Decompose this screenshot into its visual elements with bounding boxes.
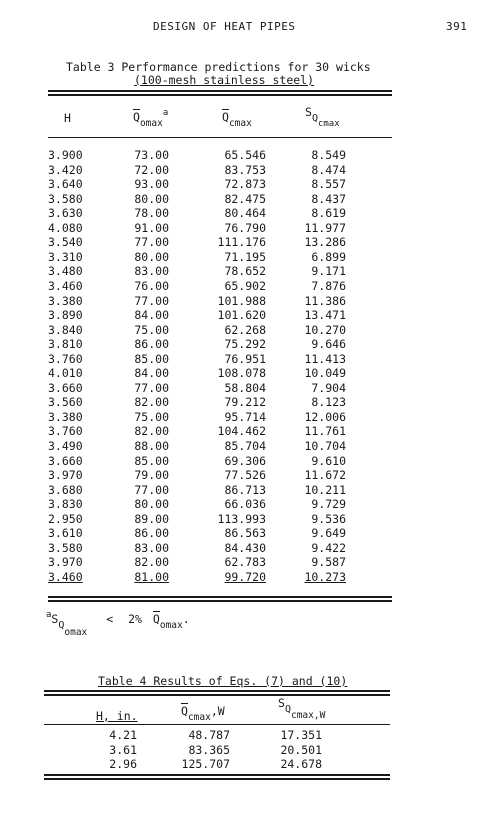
cell-s-q-cmax: 9.587 bbox=[311, 555, 346, 570]
cell-h: 3.580 bbox=[48, 191, 83, 206]
cell-q-omax: 84.00 bbox=[134, 308, 169, 323]
cell-q-cmax: 76.790 bbox=[224, 220, 266, 235]
table3-bottom-rule bbox=[48, 596, 392, 598]
cell-q-cmax: 85.704 bbox=[224, 439, 266, 453]
table3-caption-sub: (100-mesh stainless steel) bbox=[134, 73, 315, 87]
t4-cell-s: 20.501 bbox=[280, 742, 322, 757]
table4-bottom-rule-2 bbox=[44, 778, 390, 780]
cell-q-cmax: 62.268 bbox=[224, 322, 266, 337]
cell-q-cmax: 99.720 bbox=[224, 569, 266, 584]
t4-header-h: H, in. bbox=[96, 709, 138, 723]
t4-header-q: $Q_{cmax},W$ bbox=[181, 704, 225, 723]
table3-header-row bbox=[0, 105, 490, 138]
cell-h: 3.610 bbox=[48, 526, 83, 541]
running-title: DESIGN OF HEAT PIPES bbox=[153, 20, 296, 33]
table4-top-rule-2 bbox=[44, 694, 390, 696]
cell-q-cmax: 108.078 bbox=[217, 366, 266, 381]
t4-cell-s: 17.351 bbox=[280, 728, 322, 742]
cell-h: 3.540 bbox=[48, 235, 83, 250]
cell-q-cmax: 78.652 bbox=[224, 264, 266, 279]
cell-s-q-cmax: 13.471 bbox=[304, 308, 346, 323]
cell-q-cmax: 86.563 bbox=[224, 526, 266, 541]
cell-q-cmax: 76.951 bbox=[224, 351, 266, 366]
cell-h: 3.380 bbox=[48, 409, 83, 424]
cell-h: 3.460 bbox=[48, 278, 83, 293]
cell-h: 3.830 bbox=[48, 497, 83, 512]
cell-h: 3.480 bbox=[48, 264, 83, 279]
cell-q-omax: 85.00 bbox=[134, 351, 169, 366]
cell-q-omax: 80.00 bbox=[134, 497, 169, 512]
header-s-q-cmax: $SQ_{cmax}$ bbox=[305, 105, 340, 129]
cell-s-q-cmax: 8.619 bbox=[311, 206, 346, 221]
t4-header-s: $SQ_{cmax,W}$ bbox=[278, 696, 326, 721]
cell-s-q-cmax: 8.474 bbox=[311, 162, 346, 177]
cell-q-cmax: 69.306 bbox=[224, 453, 266, 468]
cell-q-omax: 84.00 bbox=[134, 366, 169, 381]
cell-q-cmax: 84.430 bbox=[224, 540, 266, 555]
cell-s-q-cmax: 9.536 bbox=[311, 511, 346, 526]
cell-h: 3.420 bbox=[48, 162, 83, 177]
cell-q-cmax: 86.713 bbox=[224, 482, 266, 497]
cell-q-cmax: 66.036 bbox=[224, 497, 266, 512]
cell-q-omax: 82.00 bbox=[134, 395, 169, 410]
cell-s-q-cmax: 11.761 bbox=[304, 424, 346, 439]
cell-s-q-cmax: 13.286 bbox=[304, 235, 346, 250]
cell-h: 3.630 bbox=[48, 206, 83, 221]
cell-q-omax: 81.00 bbox=[134, 569, 169, 584]
cell-s-q-cmax: 9.729 bbox=[311, 497, 346, 512]
cell-s-q-cmax: 11.413 bbox=[304, 351, 346, 366]
cell-s-q-cmax: 7.876 bbox=[311, 278, 346, 293]
cell-h: 3.460 bbox=[48, 569, 83, 584]
cell-q-omax: 77.00 bbox=[134, 380, 169, 395]
cell-q-cmax: 104.462 bbox=[217, 424, 266, 439]
cell-q-omax: 85.00 bbox=[134, 453, 169, 468]
cell-q-omax: 82.00 bbox=[134, 555, 169, 570]
cell-q-omax: 91.00 bbox=[134, 220, 169, 235]
table4-caption: Table 4 Results of Eqs. (7) and (10) bbox=[98, 674, 348, 688]
cell-q-cmax: 62.783 bbox=[224, 555, 266, 570]
table3-header-rule bbox=[48, 137, 392, 138]
cell-h: 3.640 bbox=[48, 177, 83, 192]
cell-h: 4.010 bbox=[48, 366, 83, 381]
t4-cell-h: 3.61 bbox=[109, 742, 137, 757]
cell-q-omax: 79.00 bbox=[134, 468, 169, 483]
cell-h: 4.080 bbox=[48, 220, 83, 235]
cell-s-q-cmax: 8.437 bbox=[311, 191, 346, 206]
cell-q-cmax: 101.620 bbox=[217, 308, 266, 323]
cell-q-cmax: 83.753 bbox=[224, 162, 266, 177]
table4-bottom-rule bbox=[44, 774, 390, 776]
cell-h: 3.660 bbox=[48, 380, 83, 395]
t4-cell-q: 125.707 bbox=[181, 757, 230, 771]
cell-s-q-cmax: 9.646 bbox=[311, 337, 346, 352]
t4-cell-h: 2.96 bbox=[109, 757, 137, 771]
cell-s-q-cmax: 11.977 bbox=[304, 220, 346, 235]
t4-cell-s: 24.678 bbox=[280, 757, 322, 771]
cell-q-omax: 77.00 bbox=[134, 482, 169, 497]
table3-caption: Table 3 Performance predictions for 30 wicks bbox=[66, 60, 371, 74]
cell-s-q-cmax: 11.672 bbox=[304, 468, 346, 483]
cell-h: 3.760 bbox=[48, 351, 83, 366]
cell-h: 3.660 bbox=[48, 453, 83, 468]
cell-q-cmax: 58.804 bbox=[224, 380, 266, 395]
cell-s-q-cmax: 10.211 bbox=[304, 482, 346, 497]
cell-q-cmax: 75.292 bbox=[224, 337, 266, 352]
cell-q-omax: 75.00 bbox=[134, 322, 169, 337]
cell-h: 3.810 bbox=[48, 337, 83, 352]
header-q-cmax: $Q_{cmax}$ bbox=[222, 110, 252, 129]
table3-footnote: $^aSQ_{omax} < 2\%$ $Q_{omax}$. bbox=[46, 610, 190, 638]
cell-q-cmax: 111.176 bbox=[217, 235, 266, 250]
cell-h: 3.840 bbox=[48, 322, 83, 337]
header-h: H bbox=[64, 111, 71, 125]
cell-h: 3.680 bbox=[48, 482, 83, 497]
cell-h: 3.310 bbox=[48, 249, 83, 264]
cell-q-omax: 76.00 bbox=[134, 278, 169, 293]
cell-s-q-cmax: 6.899 bbox=[311, 249, 346, 264]
cell-q-cmax: 65.902 bbox=[224, 278, 266, 293]
page-number: 391 bbox=[446, 20, 468, 33]
cell-q-omax: 80.00 bbox=[134, 191, 169, 206]
cell-s-q-cmax: 11.386 bbox=[304, 293, 346, 308]
cell-h: 3.560 bbox=[48, 395, 83, 410]
cell-q-cmax: 72.873 bbox=[224, 177, 266, 192]
cell-q-omax: 73.00 bbox=[134, 148, 169, 162]
cell-q-cmax: 82.475 bbox=[224, 191, 266, 206]
cell-q-omax: 77.00 bbox=[134, 293, 169, 308]
cell-q-cmax: 65.546 bbox=[224, 148, 266, 162]
cell-s-q-cmax: 8.123 bbox=[311, 395, 346, 410]
cell-h: 3.970 bbox=[48, 555, 83, 570]
cell-s-q-cmax: 10.270 bbox=[304, 322, 346, 337]
cell-q-omax: 83.00 bbox=[134, 264, 169, 279]
cell-q-omax: 72.00 bbox=[134, 162, 169, 177]
cell-s-q-cmax: 9.610 bbox=[311, 453, 346, 468]
cell-h: 3.490 bbox=[48, 439, 83, 453]
cell-q-omax: 82.00 bbox=[134, 424, 169, 439]
cell-q-cmax: 80.464 bbox=[224, 206, 266, 221]
cell-q-cmax: 77.526 bbox=[224, 468, 266, 483]
cell-q-omax: 89.00 bbox=[134, 511, 169, 526]
cell-q-cmax: 113.993 bbox=[217, 511, 266, 526]
cell-q-cmax: 79.212 bbox=[224, 395, 266, 410]
cell-h: 3.890 bbox=[48, 308, 83, 323]
cell-s-q-cmax: 8.557 bbox=[311, 177, 346, 192]
cell-s-q-cmax: 9.422 bbox=[311, 540, 346, 555]
cell-s-q-cmax: 12.006 bbox=[304, 409, 346, 424]
cell-s-q-cmax: 8.549 bbox=[311, 148, 346, 162]
cell-q-omax: 77.00 bbox=[134, 235, 169, 250]
cell-h: 3.760 bbox=[48, 424, 83, 439]
cell-s-q-cmax: 10.704 bbox=[304, 439, 346, 453]
cell-h: 3.900 bbox=[48, 148, 83, 162]
t4-cell-q: 48.787 bbox=[188, 728, 230, 742]
cell-h: 2.950 bbox=[48, 511, 83, 526]
table4-top-rule bbox=[44, 690, 390, 692]
cell-q-omax: 83.00 bbox=[134, 540, 169, 555]
t4-cell-q: 83.365 bbox=[188, 742, 230, 757]
cell-h: 3.380 bbox=[48, 293, 83, 308]
cell-q-omax: 86.00 bbox=[134, 337, 169, 352]
table3-top-rule bbox=[48, 90, 392, 92]
cell-q-omax: 86.00 bbox=[134, 526, 169, 541]
cell-s-q-cmax: 10.273 bbox=[304, 569, 346, 584]
table3-bottom-rule-2 bbox=[48, 600, 392, 602]
cell-q-cmax: 71.195 bbox=[224, 249, 266, 264]
cell-q-omax: 78.00 bbox=[134, 206, 169, 221]
cell-q-cmax: 95.714 bbox=[224, 409, 266, 424]
table3-top-rule-2 bbox=[48, 94, 392, 96]
cell-s-q-cmax: 9.649 bbox=[311, 526, 346, 541]
cell-q-omax: 88.00 bbox=[134, 439, 169, 453]
cell-h: 3.970 bbox=[48, 468, 83, 483]
cell-q-cmax: 101.988 bbox=[217, 293, 266, 308]
cell-q-omax: 93.00 bbox=[134, 177, 169, 192]
cell-h: 3.580 bbox=[48, 540, 83, 555]
cell-q-omax: 80.00 bbox=[134, 249, 169, 264]
t4-cell-h: 4.21 bbox=[109, 728, 137, 742]
table4-header-rule bbox=[44, 724, 390, 725]
cell-s-q-cmax: 10.049 bbox=[304, 366, 346, 381]
cell-s-q-cmax: 7.904 bbox=[311, 380, 346, 395]
cell-s-q-cmax: 9.171 bbox=[311, 264, 346, 279]
table4-header-row bbox=[0, 697, 490, 725]
cell-q-omax: 75.00 bbox=[134, 409, 169, 424]
header-q-omax: $Q_{omax}^a$ bbox=[133, 108, 169, 129]
